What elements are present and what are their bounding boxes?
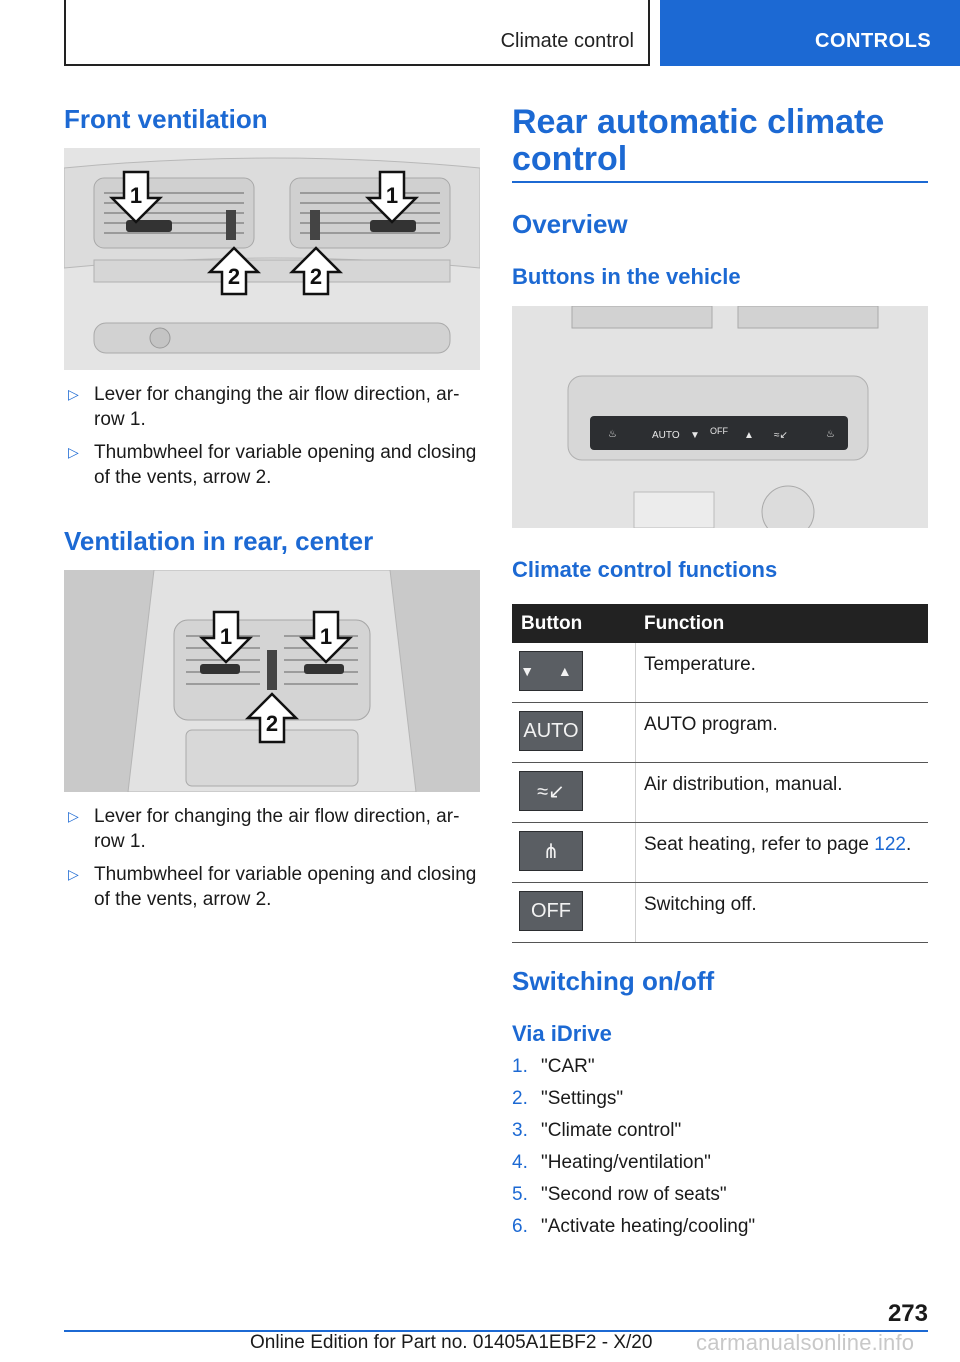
watermark: carmanualsonline.info (696, 1330, 915, 1355)
off-button-icon: OFF (519, 891, 583, 931)
header-tab-controls[interactable] (660, 0, 960, 66)
title-line-2: control (512, 140, 628, 178)
air-distribution-button-icon: ≈↙ (519, 771, 583, 811)
table-header-function: Function (644, 613, 725, 634)
list-item: 6. "Activate heating/cooling" (512, 1216, 756, 1237)
svg-text:▼: ▼ (690, 430, 700, 441)
table-row (512, 763, 928, 823)
rear-climate-panel-photo (512, 306, 928, 528)
triangle-bullet-icon: ▷ (68, 386, 79, 402)
title-rule (512, 181, 928, 183)
page-number: 273 (887, 1300, 928, 1327)
list-item: 5. "Second row of seats" (512, 1184, 727, 1205)
list-item: 3. "Climate control" (512, 1120, 682, 1141)
rear-arrow-2-label: 2 (265, 711, 279, 736)
rear-center-ventilation-list (64, 804, 484, 920)
list-item: ▷ Thumbwheel for variable opening and closing of the vents, arrow 2. (68, 864, 477, 910)
triangle-bullet-icon: ▷ (68, 808, 79, 824)
front-arrow-1-label: 1 (129, 183, 143, 208)
table-row (512, 823, 928, 883)
svg-text:▲: ▲ (744, 430, 754, 441)
table-row (512, 703, 928, 763)
table-cell-function: Seat heating, refer to page 122. (644, 834, 912, 855)
panel-auto-label: AUTO (652, 430, 680, 441)
panel-off-label: OFF (710, 426, 728, 436)
front-ventilation-heading: Front ventilation (64, 104, 268, 134)
rear-arrow-1-label: 1 (219, 624, 233, 649)
list-item: ▷ Thumbwheel for variable opening and closing of the vents, arrow 2. (68, 442, 477, 488)
triangle-bullet-icon: ▷ (68, 444, 79, 460)
list-item: ▷ Lever for changing the air flow direction, ar-row 1. (68, 806, 460, 852)
page-122-link[interactable]: 122 (874, 834, 906, 855)
front-arrow-1b-label: 1 (385, 183, 399, 208)
table-row (512, 643, 928, 703)
table-header (512, 604, 928, 643)
list-item: 4. "Heating/ventilation" (512, 1152, 711, 1173)
table-cell-function: Air distribution, manual. (644, 774, 843, 795)
rear-arrow-1b-label: 1 (319, 624, 333, 649)
table-cell-function: Switching off. (644, 894, 757, 915)
front-arrow-2-label: 2 (227, 264, 241, 289)
climate-functions-table (512, 604, 928, 943)
front-arrow-2b-label: 2 (309, 264, 323, 289)
front-ventilation-photo (64, 148, 480, 370)
front-ventilation-list (64, 382, 484, 498)
climate-functions-heading: Climate control functions (512, 557, 778, 582)
header-tab-label: CONTROLS (815, 30, 932, 52)
table-cell-function: AUTO program. (644, 714, 778, 735)
svg-text:♨: ♨ (826, 429, 835, 440)
via-idrive-heading: Via iDrive (512, 1021, 612, 1046)
auto-button-icon: AUTO (519, 711, 583, 751)
title-line-1: Rear automatic climate (512, 103, 885, 141)
temperature-button-icon: ▼ ▲ (519, 651, 583, 691)
table-row (512, 883, 928, 943)
svg-text:♨: ♨ (608, 429, 617, 440)
idrive-steps-list (512, 1056, 755, 1248)
list-item: 1. "CAR" (512, 1056, 595, 1077)
list-item: ▷ Lever for changing the air flow direction, ar-row 1. (68, 384, 460, 430)
svg-text:≈↙: ≈↙ (774, 430, 788, 441)
overview-heading: Overview (512, 209, 628, 239)
rear-climate-title (512, 104, 928, 178)
rear-center-ventilation-heading: Ventilation in rear, center (64, 526, 374, 556)
switching-on-off-heading: Switching on/off (512, 966, 715, 996)
triangle-bullet-icon: ▷ (68, 866, 79, 882)
header-box (64, 0, 650, 66)
table-cell-function: Temperature. (644, 654, 756, 675)
header-section-title: Climate control (500, 30, 634, 52)
table-header-button: Button (521, 613, 583, 634)
footer-edition: Online Edition for Part no. 01405A1EBF2 - X/20 (250, 1332, 653, 1353)
list-item: 2. "Settings" (512, 1088, 624, 1109)
rear-center-ventilation-photo (64, 570, 480, 792)
seat-heating-button-icon: ⋔ (519, 831, 583, 871)
buttons-in-vehicle-heading: Buttons in the vehicle (512, 264, 741, 289)
